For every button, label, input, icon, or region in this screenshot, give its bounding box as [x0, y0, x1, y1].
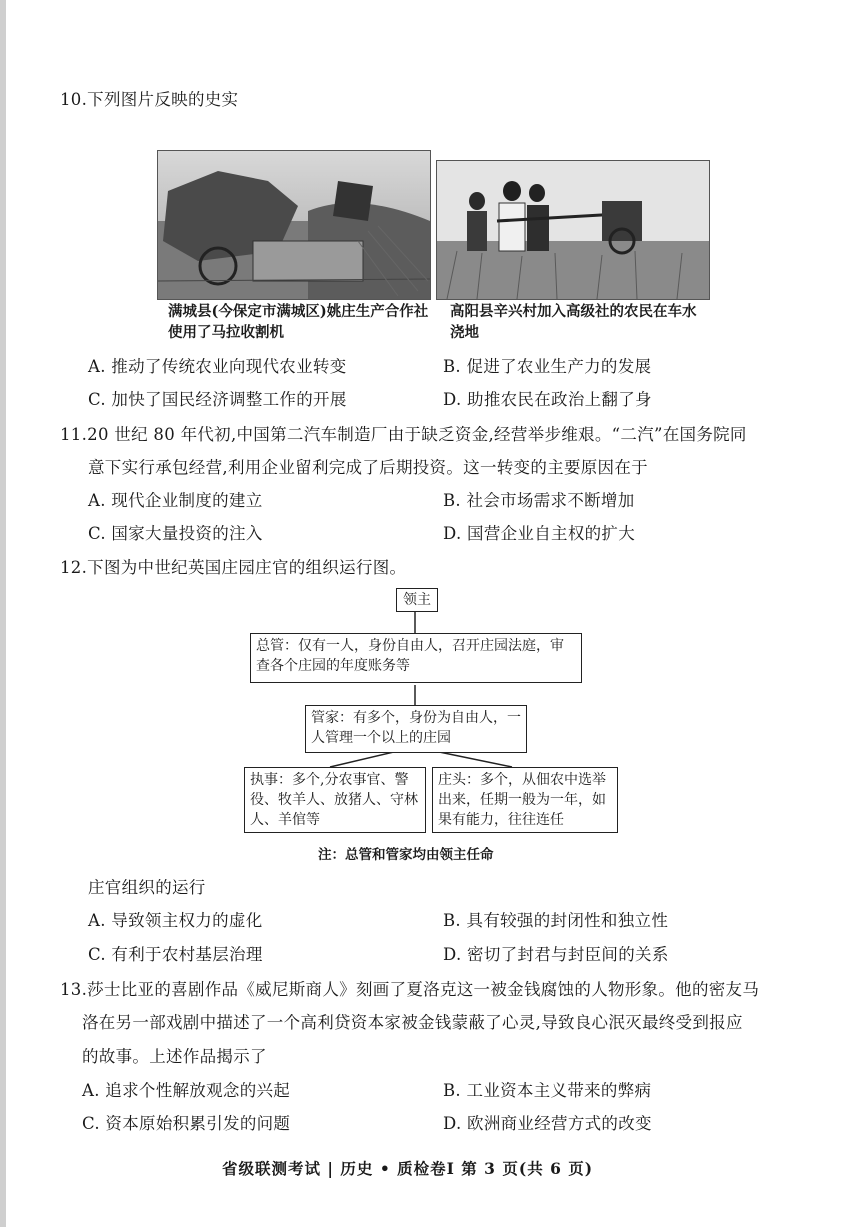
q12-option-a[interactable]: A. 导致领主权力的虚化: [88, 911, 263, 930]
q13-option-b[interactable]: B. 工业资本主义带来的弊病: [443, 1081, 652, 1100]
q11-option-d[interactable]: D. 国营企业自主权的扩大: [443, 524, 636, 543]
q13-option-c[interactable]: C. 资本原始积累引发的问题: [82, 1114, 291, 1133]
q11-option-a[interactable]: A. 现代企业制度的建立: [88, 491, 263, 510]
org-box-lord: 领主: [396, 588, 438, 612]
q11-option-c[interactable]: C. 国家大量投资的注入: [88, 524, 263, 543]
q12-sub-stem: 庄官组织的运行: [88, 878, 206, 897]
q13-stem-line2: 洛在另一部戏剧中描述了一个高利贷资本家被金钱蒙蔽了心灵,导致良心泯灭最终受到报应: [82, 1013, 743, 1032]
org-box-reeve: 庄头：多个，从佃农中选举出来，任期一般为一年，如果有能力，往往连任: [432, 767, 618, 833]
q13-option-a[interactable]: A. 追求个性解放观念的兴起: [82, 1081, 291, 1100]
photo-horse-drawn-harvester: [157, 150, 431, 300]
q13-stem-line1: 13.莎士比亚的喜剧作品《威尼斯商人》刻画了夏洛克这一被金钱腐蚀的人物形象。他的密友马: [60, 980, 760, 999]
q12-option-b[interactable]: B. 具有较强的封闭性和独立性: [443, 911, 669, 930]
scan-edge: [0, 0, 6, 1227]
q12-option-c[interactable]: C. 有利于农村基层治理: [88, 945, 263, 964]
q11-stem-line1: 11.20 世纪 80 年代初,中国第二汽车制造厂由于缺乏资金,经营举步维艰。“二汽”在国务院同: [60, 425, 747, 444]
q10-option-a[interactable]: A. 推动了传统农业向现代农业转变: [88, 357, 347, 376]
q10-option-d[interactable]: D. 助推农民在政治上翻了身: [443, 390, 652, 409]
org-box-officers: 执事：多个,分农事官、警役、牧羊人、放猪人、守林人、羊倌等: [244, 767, 426, 833]
org-chart-note: 注：总管和管家均由领主任命: [318, 847, 494, 863]
q10-option-c[interactable]: C. 加快了国民经济调整工作的开展: [88, 390, 347, 409]
page-footer: 省级联测考试 | 历史 • 质检卷Ⅰ 第 3 页(共 6 页): [222, 1159, 594, 1178]
q11-stem-line2: 意下实行承包经营,利用企业留利完成了后期投资。这一转变的主要原因在于: [88, 458, 648, 477]
photo-farmers-irrigation: [436, 160, 710, 300]
q12-option-d[interactable]: D. 密切了封君与封臣间的关系: [443, 945, 669, 964]
q11-option-b[interactable]: B. 社会市场需求不断增加: [443, 491, 635, 510]
photo-right-caption: 高阳县辛兴村加入高级社的农民在车水浇地: [450, 303, 697, 341]
org-box-bailiff: 管家：有多个，身份为自由人，一人管理一个以上的庄园: [305, 705, 527, 753]
q13-stem-line3: 的故事。上述作品揭示了: [82, 1047, 267, 1066]
q10-stem: 10.下列图片反映的史实: [60, 90, 239, 109]
q13-option-d[interactable]: D. 欧洲商业经营方式的改变: [443, 1114, 652, 1133]
photo-left-caption: 满城县(今保定市满城区)姚庄生产合作社使用了马拉收割机: [168, 303, 429, 341]
q12-stem: 12.下图为中世纪英国庄园庄官的组织运行图。: [60, 558, 407, 577]
q10-option-b[interactable]: B. 促进了农业生产力的发展: [443, 357, 652, 376]
org-box-steward: 总管：仅有一人，身份自由人，召开庄园法庭，审查各个庄园的年度账务等: [250, 633, 582, 683]
